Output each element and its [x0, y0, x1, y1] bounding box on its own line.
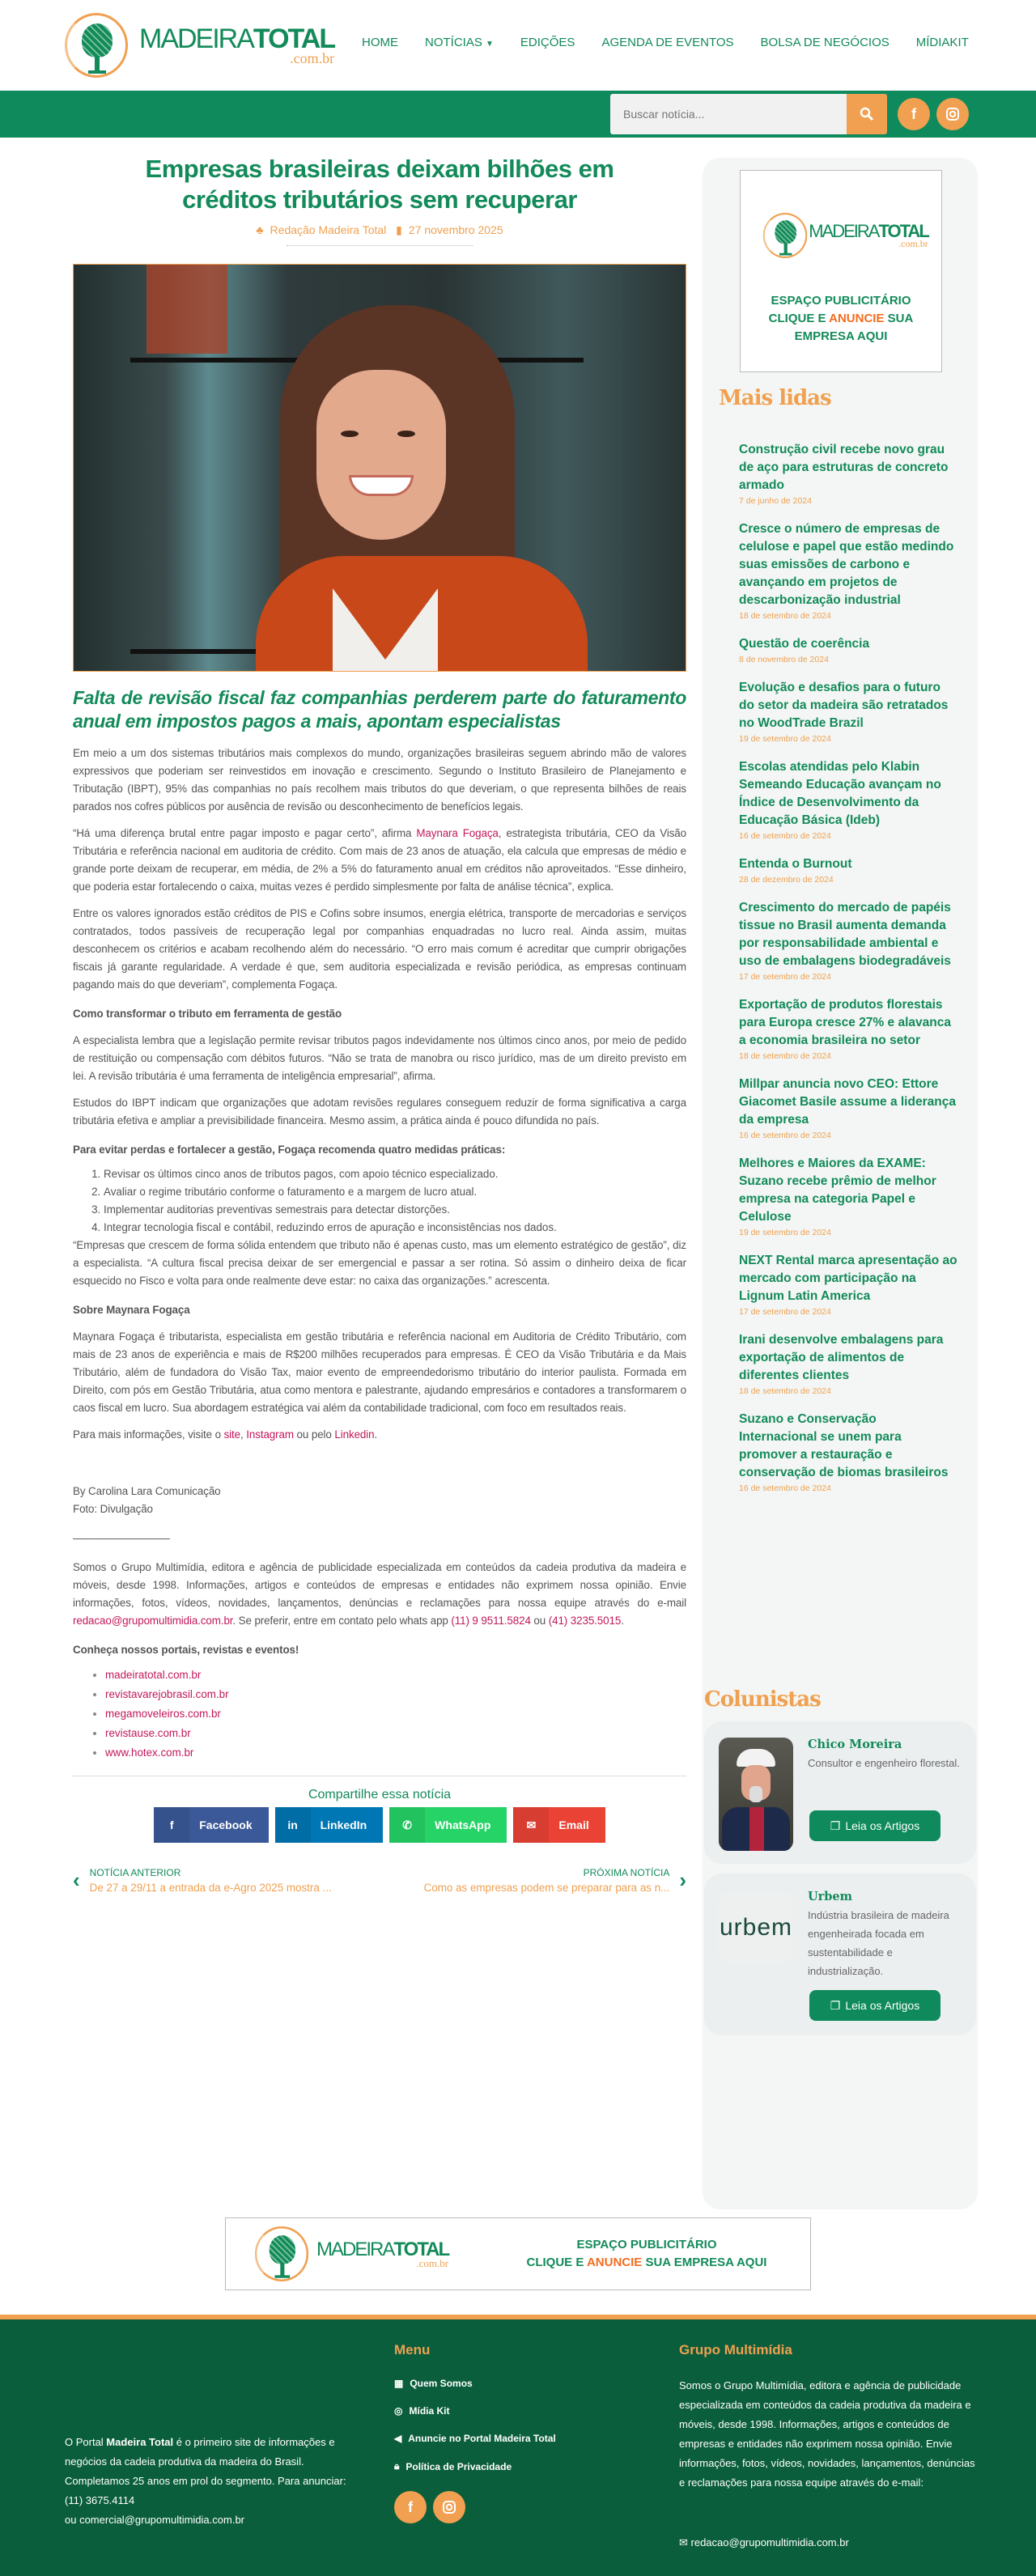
most-read-item[interactable]: [739, 855, 957, 885]
nav-midiakit[interactable]: MÍDIAKIT: [915, 36, 969, 49]
ad-text: [517, 2236, 776, 2272]
calendar-icon: ▮: [396, 223, 402, 236]
byline-author: By Carolina Lara Comunicação: [73, 1485, 221, 1497]
columnist-name[interactable]: Chico Moreira: [808, 1738, 902, 1751]
tree-logo-icon: [763, 213, 808, 258]
share-label: LinkedIn: [320, 1818, 367, 1831]
most-read-title[interactable]: Crescimento do mercado de papéis tissue no Brasil aumenta demanda por responsabilidade ambiental e uso de embalagens biodegradáveis: [739, 901, 951, 968]
text: Madeira Total: [106, 2436, 174, 2448]
share-buttons: [73, 1807, 686, 1843]
link-label: Mídia Kit: [409, 2405, 450, 2417]
share-label: Facebook: [199, 1818, 253, 1831]
paragraph: Entre os valores ignorados estão créditos de PIS e Cofins sobre insumos, energia elétrica, transporte de mercadorias e serviços contratados, todos passíveis de recuperação legal por companhias enquadradas no lucro real. Ainda assim, muitas desconhecem os critérios e acabam recolhendo além do necessário. “O erro mais comum é acreditar que cumprir obrigações fiscais já garante regularidade. A verdade é que, sem auditoria especializada e revisão periódica, as empresas continuam pagando mais do que deveriam”, complementa Fogaça.: [73, 907, 686, 991]
columnist-desc: Indústria brasileira de madeira engenheirada focada em sustentabilidade e industrialização.: [808, 1909, 949, 1977]
tree-logo-icon: [65, 13, 128, 78]
share-whatsapp-button[interactable]: [389, 1807, 507, 1843]
search-icon: [860, 107, 874, 121]
previous-post-link[interactable]: [73, 1867, 332, 1894]
most-read-item[interactable]: [739, 899, 957, 982]
button-label: Leia os Artigos: [845, 1819, 920, 1832]
columnist-name[interactable]: Urbem: [808, 1890, 852, 1903]
most-read-item[interactable]: [739, 1155, 957, 1237]
article-photo: [73, 264, 686, 672]
most-read-title[interactable]: Melhores e Maiores da EXAME: Suzano recebe prêmio de melhor empresa na categoria Papel e Celulose: [739, 1156, 936, 1224]
ad-line: EMPRESA AQUI: [794, 329, 888, 343]
portal-link[interactable]: madeiratotal.com.br: [105, 1669, 202, 1681]
paragraph: “Empresas que crescem de forma sólida entendem que tributo não é apenas custo, mas um elemento estratégico de gestão”, diz a especialista. “A cultura fiscal precisa deixar de ser emergencial e passar a ser rotina. Só assim o dinheiro deixa de ficar esquecido no Fisco e volta para onde realmente deve estar: no caixa das organizações.” acrescenta.: [73, 1239, 686, 1287]
list-item: [105, 1685, 686, 1704]
building-icon: ▦: [394, 2378, 404, 2389]
most-read-date: 19 de setembro de 2024: [739, 1228, 831, 1237]
share-email-button[interactable]: [513, 1807, 605, 1843]
list-item: [105, 1666, 686, 1685]
list-item: 1. Revisar os últimos cinco anos de tributos pagos, com apoio técnico especializado.: [104, 1165, 686, 1183]
portals-list: [105, 1666, 686, 1763]
most-read-date: 18 de setembro de 2024: [739, 1051, 831, 1061]
share-label: WhatsApp: [435, 1818, 491, 1831]
nav-agenda[interactable]: AGENDA DE EVENTOS: [601, 36, 734, 49]
next-title: Como as empresas podem se preparar para as n...: [423, 1882, 670, 1894]
ad-logo: [741, 203, 941, 268]
nav-noticias[interactable]: [425, 36, 494, 49]
next-label: PRÓXIMA NOTÍCIA: [583, 1867, 670, 1878]
ad-logo: [250, 2222, 448, 2286]
nav-bolsa[interactable]: BOLSA DE NEGÓCIOS: [760, 36, 890, 49]
most-read-title[interactable]: Escolas atendidas pelo Klabin Semeando Educação avançam no Índice de Desenvolvimento da Educação Básica (Ideb): [739, 760, 941, 827]
urbem-logo: urbem: [719, 1891, 793, 1964]
most-read-item[interactable]: [739, 441, 957, 506]
logo-word-bold: TOTAL: [253, 23, 335, 54]
nav-edicoes[interactable]: EDIÇÕES: [520, 36, 575, 49]
paragraph: [73, 1426, 686, 1444]
most-read-date: 19 de setembro de 2024: [739, 734, 831, 744]
search-input[interactable]: [610, 94, 847, 134]
most-read-title[interactable]: Millpar anuncia novo CEO: Ettore Giacomet Basile assume a liderança da empresa: [739, 1077, 956, 1127]
ad-line: ESPAÇO PUBLICITÁRIO: [771, 294, 911, 308]
prev-label: NOTÍCIA ANTERIOR: [89, 1867, 181, 1878]
footer-group-email[interactable]: [679, 2533, 849, 2553]
most-read-item[interactable]: [739, 635, 957, 664]
most-read-date: 16 de setembro de 2024: [739, 831, 831, 841]
text: ou pelo: [293, 1428, 335, 1441]
ad-line: CLIQUE E: [526, 2256, 587, 2269]
share-label: Email: [558, 1818, 589, 1831]
article-subtitle: Falta de revisão fiscal faz companhias perderem parte do faturamento anual em impostos pagos a mais, apontam especialistas: [73, 687, 686, 732]
most-read-item[interactable]: [739, 520, 957, 621]
email-label: redacao@grupomultimidia.com.br: [690, 2536, 849, 2548]
byline: [73, 1483, 686, 1518]
most-read-title[interactable]: Suzano e Conservação Internacional se unem para promover a restauração e conservação de biomas brasileiros: [739, 1412, 949, 1479]
most-read-item[interactable]: [739, 1331, 957, 1396]
site-logo[interactable]: [65, 12, 335, 79]
text: Somos o Grupo Multimídia, editora e agência de publicidade especializada em conteúdos da cadeia produtiva da madeira e móveis, desde 1998. Informações, artigos e conteúdos de empresas e entidades não exprimem nossa opinião. Envie informações, fotos, vídeos, novidades, lançamentos, denúncias e reclamações para nossa equipe através do e-mail: [73, 1561, 686, 1609]
portal-link[interactable]: revistavarejobrasil.com.br: [105, 1688, 229, 1700]
link-label: Política de Privacidade: [405, 2460, 512, 2472]
section-heading: Para evitar perdas e fortalecer a gestão, Fogaça recomenda quatro medidas práticas:: [73, 1144, 506, 1156]
most-read-title[interactable]: NEXT Rental marca apresentação ao mercado com participação na Lignum Latin America: [739, 1254, 957, 1303]
logo-domain: .com.br: [416, 2256, 449, 2269]
footer-link-anuncie[interactable]: [394, 2433, 556, 2444]
most-read-item[interactable]: [739, 1411, 957, 1493]
most-read-title[interactable]: Construção civil recebe novo grau de aço para estruturas de concreto armado: [739, 443, 949, 492]
ad-line: CLIQUE E: [768, 312, 830, 325]
article-meta: [73, 223, 686, 237]
share-facebook-button[interactable]: [154, 1807, 268, 1843]
banner-ad[interactable]: [225, 2217, 811, 2290]
list-item: 2. Avaliar o regime tributário conforme o faturamento e a margem de lucro atual.: [104, 1183, 686, 1201]
envelope-icon: ✉: [679, 2536, 691, 2548]
portals-heading: Conheça nossos portais, revistas e eventos!: [73, 1644, 299, 1656]
paragraph: Em meio a um dos sistemas tributários mais complexos do mundo, organizações brasileiras seguem abrindo mão de valores expressivos que poderiam ser reinvestidos em inovação e crescimento. Segundo o Instituto Brasileiro de Planejamento e Tributação (IBPT), 95% das companhias no país recolhem mais tributos do que deveriam, o que representa bilhões de reais parados nos cofres públicos por ausência de revisão ou desconhecimento de benefícios legais.: [73, 747, 686, 813]
post-navigation: [73, 1867, 686, 1894]
list-item: [105, 1743, 686, 1763]
search-button[interactable]: [847, 94, 887, 134]
text: “Há uma diferença brutal entre pagar imposto e pagar certo”, afirma: [73, 827, 417, 839]
target-icon: ◎: [394, 2405, 403, 2417]
paragraph: A especialista lembra que a legislação permite revisar tributos pagos indevidamente nos últimos cinco anos, por meio de pedido de restituição ou compensação com débitos futuros. “Não se trata de manobra ou risco jurídico, mas de um direito previsto em lei. A revisão tributária é uma ferramenta de inteligência empresarial”, afirma.: [73, 1034, 686, 1082]
most-read-title[interactable]: Exportação de produtos florestais para Europa cresce 27% e alavanca a economia brasileira no setor: [739, 998, 951, 1047]
maynara-link[interactable]: Maynara Fogaça: [416, 827, 499, 839]
nav-noticias-label: NOTÍCIAS: [425, 36, 482, 49]
instagram-link[interactable]: Instagram: [246, 1428, 294, 1441]
chevron-left-icon: ‹: [73, 1868, 80, 1892]
ad-line: SUA EMPRESA AQUI: [642, 2256, 767, 2269]
share-title: Compartilhe essa notícia: [308, 1788, 452, 1802]
document-icon: ❐: [830, 1998, 841, 2012]
logo-domain: .com.br: [898, 238, 928, 249]
columnist-card: [704, 1874, 976, 2035]
most-read-title[interactable]: Evolução e desafios para o futuro do setor da madeira são retratados no WoodTrade Brazil: [739, 681, 949, 730]
article: [73, 154, 686, 1894]
instagram-icon[interactable]: [936, 98, 969, 130]
logo-word: MADEIRA: [316, 2238, 394, 2260]
text: ou: [530, 1615, 549, 1627]
most-read-item[interactable]: [739, 996, 957, 1061]
read-articles-button[interactable]: [809, 1810, 940, 1841]
tree-logo-icon: [255, 2226, 308, 2281]
paragraph: [73, 1559, 686, 1630]
footer-menu-heading: Menu: [394, 2342, 431, 2357]
text: . Se preferir, entre em contato pelo whats app: [232, 1615, 452, 1627]
button-label: Leia os Artigos: [845, 1999, 920, 2012]
most-read-heading: Mais lidas: [719, 386, 831, 410]
most-read-list: [703, 427, 957, 1493]
megaphone-icon: ◀: [394, 2433, 402, 2444]
portal-link[interactable]: revistause.com.br: [105, 1727, 191, 1739]
most-read-date: 8 de novembro de 2024: [739, 655, 829, 664]
section-heading: Como transformar o tributo em ferramenta de gestão: [73, 1008, 342, 1020]
most-read-date: 18 de setembro de 2024: [739, 611, 831, 621]
most-read-title[interactable]: Cresce o número de empresas de celulose e papel que estão medindo suas emissões de carbono e avançando em projetos de descarbonização industrial: [739, 522, 954, 607]
tree-icon: ♣: [256, 223, 264, 236]
most-read-date: 17 de setembro de 2024: [739, 1307, 831, 1317]
text: ,: [240, 1428, 247, 1441]
most-read-item[interactable]: [739, 1252, 957, 1317]
prev-title: De 27 a 29/11 a entrada da e-Agro 2025 mostra ...: [89, 1882, 332, 1894]
text: .: [374, 1428, 378, 1441]
most-read-item[interactable]: [739, 1076, 957, 1140]
text: é o primeiro site de informações e negócios da cadeia produtiva da madeira do Brasil. Completamos 25 anos em prol do segmento. Para anunciar:: [65, 2436, 346, 2487]
most-read-title[interactable]: Entenda o Burnout: [739, 857, 852, 871]
most-read-date: 28 de dezembro de 2024: [739, 875, 834, 885]
document-icon: ❐: [830, 1818, 841, 1832]
text: Para mais informações, visite o: [73, 1428, 224, 1441]
footer-group-text: Somos o Grupo Multimídia, editora e agência de publicidade especializada em conteúdos da cadeia produtiva da madeira e móveis, desde 1998. Informações, artigos e conteúdos de empresas e entidades não exprimem nossa opinião. Envie informações, fotos, vídeos, novidades, lançamentos, denúncias e reclamações para nossa equipe através do e-mail:: [679, 2379, 975, 2489]
columnist-photo: [719, 1738, 793, 1851]
logo-word: MADEIRA: [139, 23, 253, 54]
link-label: Anuncie no Portal Madeira Total: [408, 2433, 556, 2444]
most-read-title[interactable]: Questão de coerência: [739, 637, 870, 651]
link-label: Quem Somos: [410, 2378, 473, 2389]
most-read-date: 7 de junho de 2024: [739, 496, 812, 506]
email-link[interactable]: redacao@grupomultimidia.com.br: [73, 1615, 233, 1627]
ad-highlight: ANUNCIE: [829, 312, 885, 325]
divider: [287, 245, 473, 246]
main-nav: [362, 36, 969, 49]
sidebar: [703, 158, 978, 2209]
footer-phone[interactable]: (11) 3675.4114: [65, 2494, 135, 2506]
photo-credit: Foto: Divulgação: [73, 1503, 153, 1515]
footer-link-midia-kit[interactable]: [394, 2405, 449, 2417]
logo-word-bold: TOTAL: [393, 2238, 449, 2260]
lock-icon: 🔒︎: [394, 2460, 400, 2472]
text: O Portal: [65, 2436, 107, 2448]
footer-about: [65, 2433, 356, 2530]
read-articles-button[interactable]: [809, 1990, 940, 2021]
phone-link[interactable]: (41) 3235.5015: [548, 1615, 622, 1627]
most-read-title[interactable]: Irani desenvolve embalagens para exportação de alimentos de diferentes clientes: [739, 1333, 944, 1382]
facebook-icon[interactable]: f: [898, 98, 930, 130]
columnists-heading: Colunistas: [704, 1687, 821, 1712]
envelope-icon: ✉: [513, 1807, 549, 1843]
linkedin-icon: in: [275, 1807, 311, 1843]
logo-domain: .com.br: [290, 50, 335, 66]
section-heading: Sobre Maynara Fogaça: [73, 1304, 190, 1316]
most-read-date: 16 de setembro de 2024: [739, 1483, 831, 1493]
most-read-item[interactable]: [739, 679, 957, 744]
linkedin-link[interactable]: Linkedin: [334, 1428, 375, 1441]
nav-home[interactable]: HOME: [362, 36, 398, 49]
most-read-item[interactable]: [739, 758, 957, 841]
ad-line: SUA: [884, 312, 914, 325]
columnist-card: [704, 1721, 976, 1864]
chevron-right-icon: ›: [679, 1868, 686, 1892]
text: , estrategista tributária, CEO da Visão Tributária e referência nacional em auditoria de crédito. Com mais de 23 anos de atuação, ela calcula que empresas de médio e grande porte deixam de recuperar, em média, de 2% a 5% do faturamento anual em créditos não aproveitados. “Esse dinheiro, que poderia estar fortalecendo o caixa, muitas vezes é perdido simplesmente por falta de análise técnica”, explica.: [73, 827, 686, 893]
article-author[interactable]: Redação Madeira Total: [270, 223, 387, 236]
list-item: 3. Implementar auditorias preventivas semestrais para detectar distorções.: [104, 1201, 686, 1219]
list-item: [105, 1724, 686, 1743]
footer-group-heading: Grupo Multimídia: [679, 2342, 792, 2357]
footer: [0, 2315, 1036, 2576]
whatsapp-icon: ✆: [389, 1807, 425, 1843]
most-read-date: 18 de setembro de 2024: [739, 1386, 831, 1396]
paragraph: [73, 825, 686, 896]
portal-link[interactable]: megamoveleiros.com.br: [105, 1708, 221, 1720]
article-date: 27 novembro 2025: [408, 223, 503, 236]
portal-link[interactable]: www.hotex.com.br: [105, 1746, 194, 1759]
sidebar-ad[interactable]: [740, 170, 942, 372]
steps-list: [104, 1165, 686, 1237]
columnist-desc: Consultor e engenheiro florestal.: [808, 1757, 960, 1769]
logo-word-bold: TOTAL: [878, 221, 928, 241]
list-item: 4. Integrar tecnologia fiscal e contábil, reduzindo erros de apuração e inconsistências nos dados.: [104, 1219, 686, 1237]
text: .: [621, 1615, 624, 1627]
facebook-icon[interactable]: f: [394, 2491, 427, 2523]
paragraph: Estudos do IBPT indicam que organizações que adotam revisões regulares conseguem reduzir de forma significativa a carga tributária efetiva e ampliar a previsibilidade financeira. Mesmo assim, a prática ainda é pouco difundida no país.: [73, 1097, 686, 1127]
next-post-link[interactable]: [424, 1867, 686, 1894]
ad-text: [741, 292, 941, 346]
caret-down-icon: ▼: [486, 40, 494, 49]
ad-line: ESPAÇO PUBLICITÁRIO: [576, 2238, 717, 2251]
rule: —————————: [73, 1532, 170, 1544]
instagram-icon[interactable]: [433, 2491, 465, 2523]
most-read-date: 17 de setembro de 2024: [739, 972, 831, 982]
article-title: Empresas brasileiras deixam bilhões em créditos tributários sem recuperar: [145, 155, 614, 214]
footer-link-privacidade[interactable]: [394, 2460, 512, 2472]
paragraph: Maynara Fogaça é tributarista, especialista em gestão tributária e referência nacional em Auditoria de Crédito Tributário, com mais de 23 anos de experiência e mais de R$200 milhões recuperados para empresas. É CEO da Visão Tributária e da Mais Tributário, além de fundadora do Visão Tax, maior evento de empreendedorismo tributário do interior paulista. Formada em Direito, com pós em Gestão Tributária, atua como mentora e palestrante, ajudando empresários e contadores a transformarem o caos fiscal em lucro. Sua abordagem estratégica vai além da contabilidade tradicional, com foco em resultados reais.: [73, 1330, 686, 1414]
list-item: [105, 1704, 686, 1724]
site-link[interactable]: site: [223, 1428, 241, 1441]
footer-link-quem-somos[interactable]: [394, 2378, 473, 2389]
footer-email[interactable]: ou comercial@grupomultimidia.com.br: [65, 2514, 244, 2526]
phone-link[interactable]: (11) 9 9511.5824: [451, 1615, 531, 1627]
ad-highlight: ANUNCIE: [586, 2256, 643, 2269]
facebook-icon: f: [154, 1807, 189, 1843]
logo-word: MADEIRA: [809, 221, 879, 241]
share-linkedin-button[interactable]: [275, 1807, 384, 1843]
most-read-date: 16 de setembro de 2024: [739, 1131, 831, 1140]
